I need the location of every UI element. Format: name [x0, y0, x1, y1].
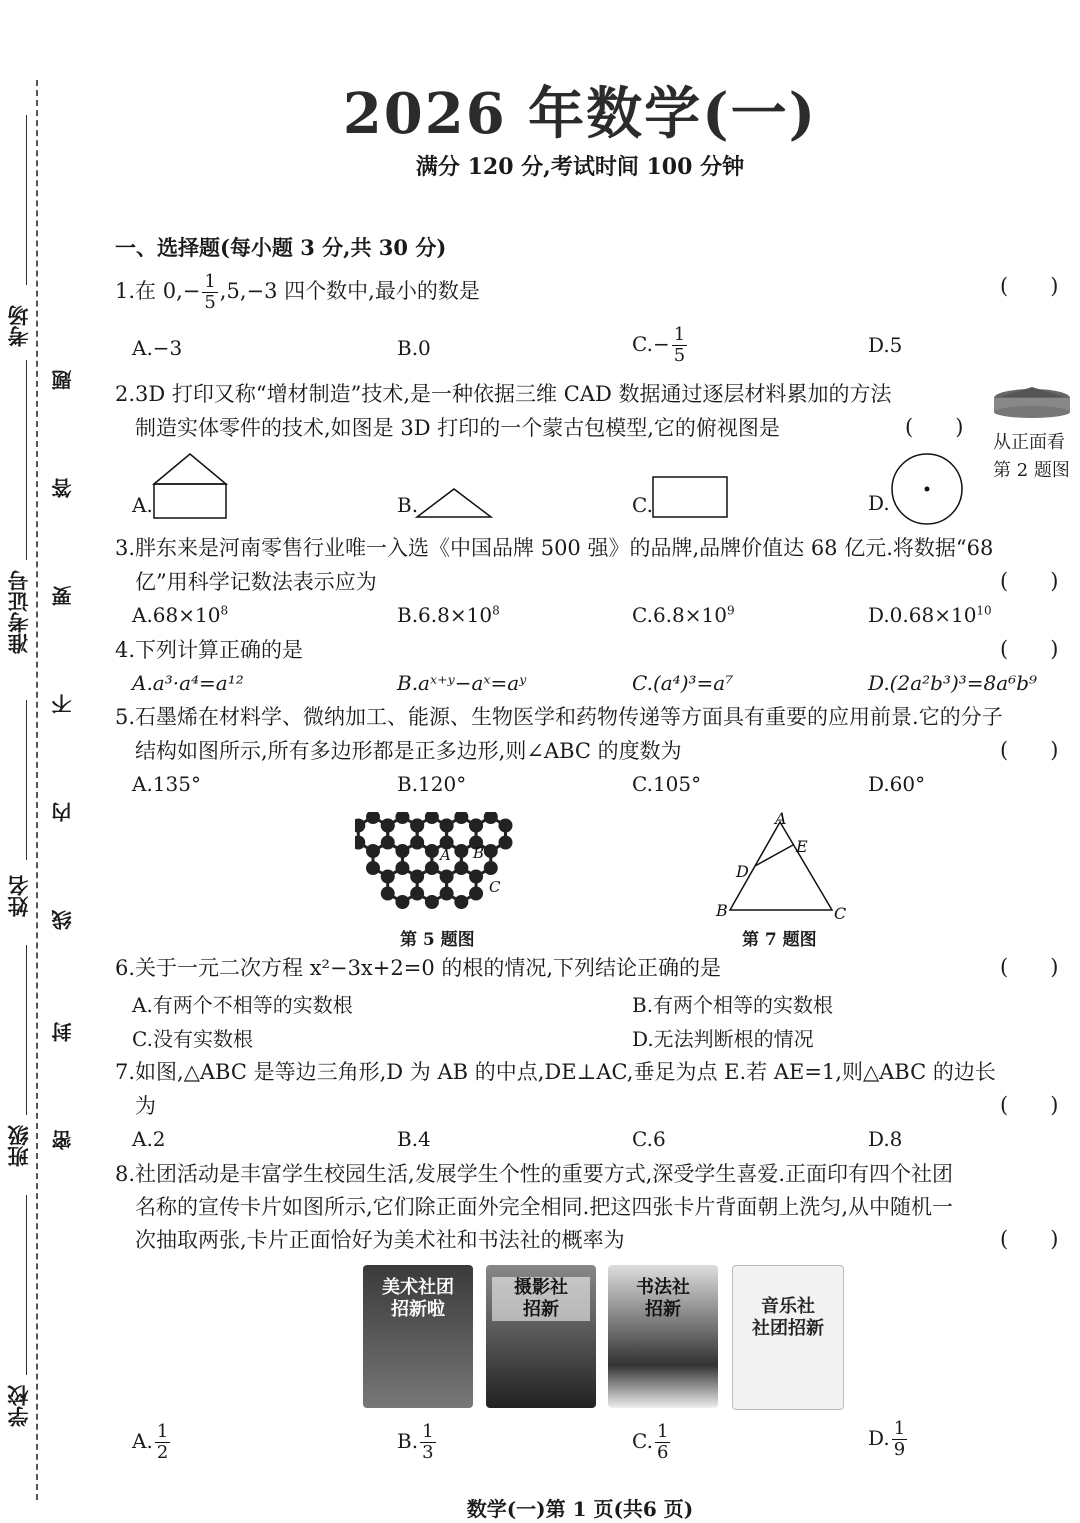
- yurt-model-figure: [990, 385, 1075, 425]
- carbon-atom: [471, 820, 482, 831]
- q6-option-b[interactable]: B.有两个相等的实数根: [632, 993, 834, 1017]
- q6-option-d[interactable]: D.无法判断根的情况: [632, 1027, 814, 1051]
- tri-label-c: C: [834, 904, 847, 922]
- question-8-line3: 次抽取两张,卡片正面恰好为美术社和书法社的概率为: [135, 1228, 625, 1252]
- q2-option-d[interactable]: D.: [868, 491, 890, 515]
- q2-option-a-shape: [150, 450, 230, 522]
- q7-option-c[interactable]: C.6: [632, 1127, 666, 1151]
- answer-bracket[interactable]: ( ): [1000, 1093, 1059, 1117]
- q2-option-a[interactable]: A.: [132, 493, 153, 517]
- carbon-atom: [456, 812, 467, 823]
- label-a: A: [440, 846, 451, 864]
- question-2-line2: 制造实体零件的技术,如图是 3D 打印的一个蒙古包模型,它的俯视图是: [135, 416, 780, 440]
- carbon-atom: [456, 897, 467, 908]
- margin-field-ticket-number: 准考证号: [6, 570, 31, 654]
- carbon-atom: [368, 812, 379, 823]
- q2-option-c[interactable]: C.: [632, 493, 653, 517]
- q7-figure-caption: 第 7 题图: [742, 930, 817, 950]
- carbon-atom: [355, 820, 364, 831]
- seal-char: 要: [51, 586, 75, 606]
- carbon-atom: [471, 888, 482, 899]
- answer-bracket[interactable]: ( ): [1000, 955, 1059, 979]
- tri-label-a: A: [775, 812, 787, 828]
- carbon-atom: [500, 820, 511, 831]
- q2-figure-caption: 第 2 题图: [993, 460, 1070, 481]
- q5-figure-caption: 第 5 题图: [400, 930, 475, 950]
- answer-bracket[interactable]: ( ): [1000, 274, 1059, 298]
- q2-option-b-shape: [414, 485, 494, 521]
- carbon-atom: [485, 812, 496, 823]
- question-8-line1: 8.社团活动是丰富学生校园生活,发展学生个性的重要方式,深受学生喜爱.正面印有四个社团: [115, 1162, 954, 1186]
- question-7-line2: 为: [135, 1094, 156, 1118]
- carbon-atom: [397, 812, 408, 823]
- q7-option-a[interactable]: A.2: [132, 1127, 166, 1151]
- question-5-line2: 结构如图所示,所有多边形都是正多边形,则∠ABC 的度数为: [135, 739, 682, 763]
- tri-label-b: B: [716, 901, 728, 920]
- club-card-photography: 摄影社 招新: [486, 1265, 596, 1408]
- margin-field-name: 姓名: [6, 875, 31, 917]
- q8-option-d[interactable]: D. $\frac{1}{9}$: [868, 1418, 906, 1460]
- q6-option-a[interactable]: A.有两个不相等的实数根: [132, 993, 353, 1017]
- q3-option-a[interactable]: $A.68\times 10^8$: [132, 603, 229, 627]
- q2-option-d-shape: [888, 450, 966, 528]
- question-3-line2: 亿”用科学记数法表示应为: [135, 570, 377, 594]
- question-2-line1: 2.3D 打印又称“增材制造”技术,是一种依据三维 CAD 数据通过逐层材料累加的方法: [115, 382, 892, 406]
- margin-underline-2: [26, 360, 27, 560]
- question-6-stem: 6.关于一元二次方程 x²−3x+2=0 的根的情况,下列结论正确的是: [115, 956, 722, 980]
- label-b: B: [473, 844, 485, 862]
- q4-option-d[interactable]: D.(2a²b³)³=8a⁶b⁹: [868, 671, 1038, 695]
- q1-option-b[interactable]: B.0: [397, 336, 431, 360]
- seal-char: 题: [51, 370, 75, 390]
- q4-option-b[interactable]: B.aˣ⁺ʸ−aˣ=aʸ: [397, 671, 527, 695]
- q1-option-d[interactable]: D.5: [868, 333, 903, 357]
- question-8-line2: 名称的宣传卡片如图所示,它们除正面外完全相同.把这四张卡片背面朝上洗匀,从中随机一: [135, 1195, 954, 1219]
- question-5-line1: 5.石墨烯在材料学、微纳加工、能源、生物医学和药物传递等方面具有重要的应用前景.它的分子: [115, 705, 1003, 729]
- q5-option-a[interactable]: A.135°: [132, 772, 201, 796]
- answer-bracket[interactable]: ( ): [1000, 738, 1059, 762]
- margin-underline-5: [26, 1195, 27, 1375]
- answer-bracket[interactable]: ( ): [1000, 637, 1059, 661]
- q1-option-c[interactable]: C.− $\frac{1}{5}$: [632, 324, 686, 366]
- graphene-structure-figure: [355, 812, 525, 922]
- carbon-atom: [382, 820, 393, 831]
- carbon-atom: [426, 897, 437, 908]
- carbon-atom: [500, 837, 511, 848]
- seal-char: 密: [51, 1130, 75, 1150]
- q1-option-a[interactable]: A.−3: [132, 336, 183, 360]
- q5-option-c[interactable]: C.105°: [632, 772, 702, 796]
- seal-dashed-line: [36, 80, 38, 1500]
- seal-char: 答: [51, 478, 75, 498]
- carbon-atom: [441, 820, 452, 831]
- carbon-atom: [382, 888, 393, 899]
- club-card-music: 音乐社 社团招新: [732, 1265, 844, 1410]
- exam-subtitle: 满分 120 分,考试时间 100 分钟: [415, 154, 745, 180]
- q3-option-b[interactable]: $B.6.8\times 10^8$: [397, 603, 500, 627]
- q4-option-c[interactable]: C.(a⁴)³=a⁷: [632, 671, 734, 695]
- question-3-line1: 3.胖东来是河南零售行业唯一入选《中国品牌 500 强》的品牌,品牌价值达 68 亿元.将数据“68: [115, 536, 994, 560]
- label-c: C: [489, 878, 501, 896]
- carbon-atom: [412, 820, 423, 831]
- seal-char: 封: [51, 1022, 75, 1042]
- question-7-line1: 7.如图,△ABC 是等边三角形,D 为 AB 的中点,DE⊥AC,垂足为点 E.若 AE=1,则△ABC 的边长: [115, 1060, 996, 1084]
- seal-char: 内: [51, 802, 75, 822]
- margin-underline-3: [26, 700, 27, 860]
- tri-label-d: D: [736, 862, 749, 881]
- q5-option-d[interactable]: D.60°: [868, 772, 926, 796]
- answer-bracket[interactable]: ( ): [905, 415, 964, 439]
- q8-option-b[interactable]: B. $\frac{1}{3}$: [397, 1421, 434, 1463]
- carbon-atom: [368, 863, 379, 874]
- q7-option-b[interactable]: B.4: [397, 1127, 431, 1151]
- q4-option-a[interactable]: A.a³·a⁴=a¹²: [132, 671, 244, 695]
- carbon-atom: [397, 897, 408, 908]
- margin-underline-4: [26, 945, 27, 1115]
- question-4-stem: 4.下列计算正确的是: [115, 638, 304, 662]
- answer-bracket[interactable]: ( ): [1000, 569, 1059, 593]
- margin-field-exam-room: 考场: [6, 305, 31, 347]
- carbon-atom: [355, 837, 364, 848]
- q5-option-b[interactable]: B.120°: [397, 772, 467, 796]
- seal-char: 不: [51, 694, 75, 714]
- page-footer: 数学(一)第 1 页(共6 页): [466, 1497, 694, 1521]
- q2-option-b[interactable]: B.: [397, 493, 419, 517]
- triangle-figure: [700, 812, 860, 922]
- q8-option-c[interactable]: C. $\frac{1}{6}$: [632, 1421, 669, 1463]
- section-heading: 一、选择题(每小题 3 分,共 30 分): [115, 235, 447, 260]
- club-card-calligraphy: 书法社 招新: [608, 1265, 718, 1408]
- q8-option-a[interactable]: A. $\frac{1}{2}$: [132, 1421, 169, 1463]
- question-1-stem: 1.在 0,− $\frac{1}{5}$ ,5,−3 四个数中,最小的数是: [115, 271, 480, 313]
- page-title: 2026 年数学(一): [342, 81, 818, 147]
- margin-field-class: 班级: [6, 1125, 31, 1167]
- carbon-atom: [485, 863, 496, 874]
- tri-label-e: E: [796, 837, 808, 856]
- margin-field-school: 学校: [6, 1385, 31, 1427]
- q7-option-d[interactable]: D.8: [868, 1127, 903, 1151]
- q3-option-d[interactable]: $D.0.68\times 10^{10}$: [868, 603, 992, 627]
- carbon-atom: [426, 812, 437, 823]
- q2-option-c-shape: [650, 474, 730, 520]
- q3-option-c[interactable]: $C.6.8\times 10^9$: [632, 603, 735, 627]
- club-card-art: 美术社团 招新啦: [363, 1265, 473, 1408]
- seal-char: 线: [51, 910, 75, 930]
- answer-bracket[interactable]: ( ): [1000, 1227, 1059, 1251]
- q2-figure-view-label: 从正面看: [993, 432, 1065, 453]
- q6-option-c[interactable]: C.没有实数根: [132, 1027, 253, 1051]
